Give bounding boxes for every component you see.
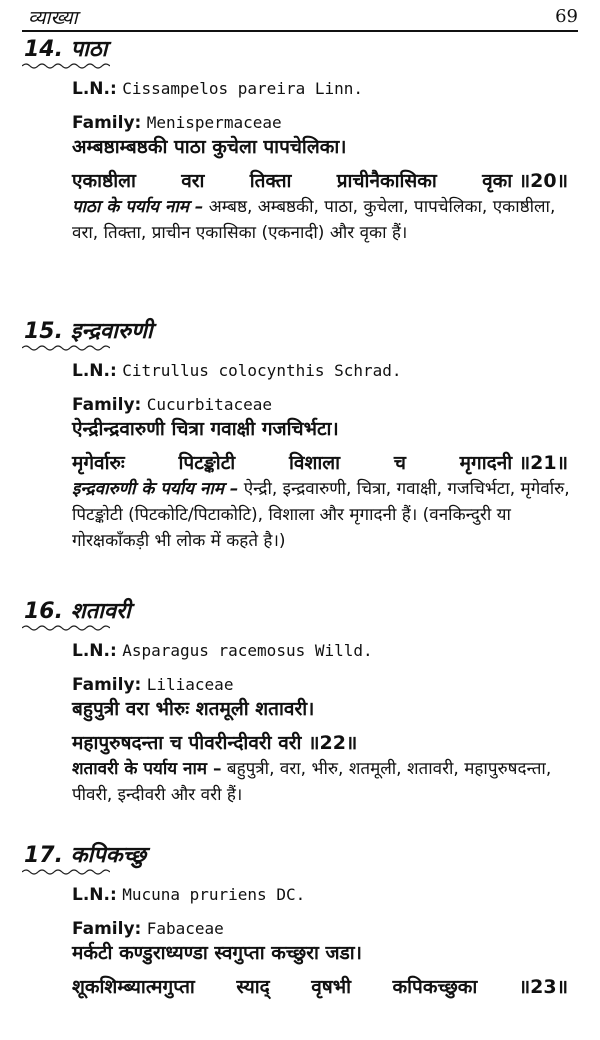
verse-line-1: ऐन्द्रीन्द्रवारुणी चित्रा गवाक्षी गजचिर्भटा।	[72, 418, 339, 440]
entry-14	[22, 36, 578, 246]
latin-name-line: L.N.: Asparagus racemosus Willd.	[72, 641, 373, 661]
synonym-description: शतावरी के पर्याय नाम – बहुपुत्री, वरा, भीरु, शतमूली, शतावरी, महापुरुषदन्ता, पीवरी, इन्दीवरी और वरी हैं।	[72, 759, 552, 805]
entry-16	[22, 598, 578, 808]
running-head: व्याख्या	[28, 7, 78, 29]
latin-name-line: L.N.: Mucuna pruriens DC.	[72, 885, 306, 905]
latin-name-line: L.N.: Cissampelos pareira Linn.	[72, 79, 364, 99]
family-line: Family: Fabaceae	[72, 919, 224, 939]
synonym-description: पाठा के पर्याय नाम – अम्बष्ठ, अम्बष्ठकी, पाठा, कुचेला, पापचेलिका, एकाष्ठीला, वरा, तिक्ता, प्राचीन एकासिका (एकनादी) और वृका हैं।	[72, 197, 556, 243]
verse-line-2: मृगेर्वारुः पिटङ्कोटी विशाला च मृगादनी ॥21॥	[72, 452, 568, 474]
verse-line-1: बहुपुत्री वरा भीरुः शतमूली शतावरी।	[72, 698, 315, 720]
verse-line-2: महापुरुषदन्ता च पीवरीन्दीवरी वरी ॥22॥	[72, 732, 358, 754]
family-line: Family: Cucurbitaceae	[72, 395, 272, 415]
verse-line-1: मर्कटी कण्डुराध्यण्डा स्वगुप्ता कच्छुरा जडा।	[72, 942, 362, 964]
family-line: Family: Liliaceae	[72, 675, 234, 695]
entry-17	[22, 842, 578, 1000]
verse-line-1: अम्बष्ठाम्बष्ठकी पाठा कुचेला पापचेलिका।	[72, 136, 347, 158]
verse-line-2: एकाष्ठीला वरा तिक्ता प्राचीनैकासिका वृका ॥20॥	[72, 170, 568, 192]
entry-title: 15. इन्द्रवारुणी	[24, 319, 153, 344]
entry-title: 14. पाठा	[24, 37, 108, 62]
page-number: 69	[555, 6, 578, 27]
verse-line-2: शूकशिम्ब्यात्मगुप्ता स्याद् वृषभी कपिकच्छुका ॥23॥	[72, 976, 568, 998]
family-line: Family: Menispermaceae	[72, 113, 282, 133]
entry-title: 17. कपिकच्छु	[24, 843, 147, 868]
entry-15	[22, 318, 578, 554]
entry-title: 16. शतावरी	[24, 599, 131, 624]
page-header	[22, 4, 578, 32]
synonym-description: इन्द्रवारुणी के पर्याय नाम – ऐन्द्री, इन्द्रवारुणी, चित्रा, गवाक्षी, गजचिर्भटा, मृगेर्वारु, पिटङ्कोटी (पिटकोटि/पिटाकोटि), विशाला और मृगादनी हैं। (वनकिन्दुरी या गोरक्षकाँकड़ी भी लोक में कहते है।)	[72, 479, 570, 551]
latin-name-line: L.N.: Citrullus colocynthis Schrad.	[72, 361, 402, 381]
